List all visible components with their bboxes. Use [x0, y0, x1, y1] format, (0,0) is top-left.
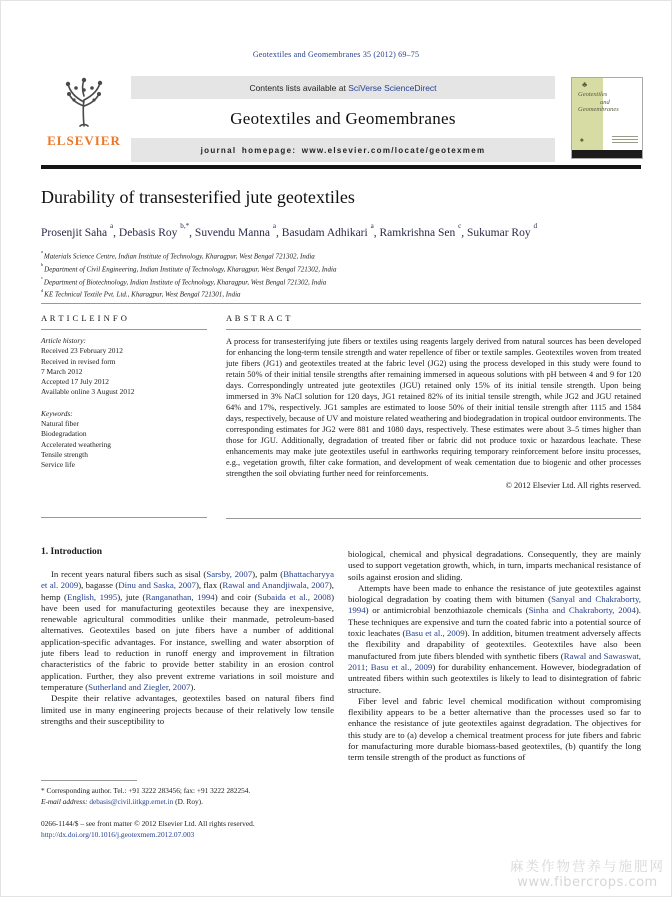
contents-prefix: Contents lists available at — [249, 82, 346, 93]
history-item: Received 23 February 2012 — [41, 346, 123, 356]
keyword: Natural fiber — [41, 419, 79, 429]
cover-tree-icon: ♣ — [582, 80, 588, 89]
affiliation: $^d$KE Technical Textile Pvt. Ltd., Kharagpur, West Bengal 721301, India — [41, 287, 241, 299]
citation-link[interactable]: Ranganathan, 1994 — [145, 591, 215, 602]
citation-link[interactable]: English, 1995 — [67, 591, 118, 602]
site-watermark — [510, 855, 665, 890]
paragraph: Fiber level and fabric level chemical modification without compromising flexibility appears to be a better alternative than the processes used so far to enhance the resistance of jute geotextiles against degradation. The objectives for this study are to (a) develop a chemical treatment process for jute fibers and fabric for manufacturing more durable biomass-based geotextiles, (b) quantify the long term tensile strength of the product as functions of — [348, 695, 641, 763]
email-line — [41, 797, 334, 808]
article-history-label: Article history: — [41, 336, 86, 345]
issn-line: 0266-1144/$ – see front matter © 2012 Elsevier Ltd. All rights reserved. — [41, 819, 255, 828]
doi-link[interactable]: http://dx.doi.org/10.1016/j.geotexmem.2012.07.003 — [41, 830, 195, 839]
journal-cover-thumbnail[interactable] — [571, 77, 643, 159]
citation-link[interactable]: Sutherland and Ziegler, 2007 — [88, 681, 191, 692]
affiliation: $^c$Department of Biotechnology, Indian Institute of Technology, Kharagpur, West Bengal 721302, India — [41, 274, 327, 286]
history-item: 7 March 2012 — [41, 366, 83, 376]
body-right-column — [348, 549, 641, 764]
journal-reference: Geotextiles and Geomembranes 35 (2012) 69–75 — [252, 50, 420, 59]
watermark-url: www.fibercrops.com — [517, 875, 658, 890]
affiliations — [41, 249, 641, 300]
citation-link[interactable]: Sanyal and Chakraborty, 1994 — [348, 594, 641, 616]
corresponding-author-line: * Corresponding author. Tel.: +91 3222 283456; fax: +91 3222 282254. — [41, 786, 251, 795]
journal-homepage-link[interactable]: journal homepage: www.elsevier.com/locate/geotexmem — [200, 145, 486, 155]
paragraph: biological, chemical and physical degradations. Consequently, they are mainly used to support vegetation growth, which, in turn, imparts mechanical resistance of soils against erosion and sliding. — [348, 549, 641, 582]
cover-editor-lines — [612, 136, 638, 145]
keywords-label: Keywords: — [41, 408, 73, 418]
cover-stripe — [572, 78, 603, 151]
abstract-text: A process for transesterifying jute fibers or textiles using reagents largely derived from natural sources has been developed for enhancing the long-term tensile strength and water repellence of fiber or textile samples. Geotextiles woven from treated jute fibers (JG1) and geotextiles treated at the fabric level (JG2) using the process developed in this study were found to retain 50% of their initial tensile strengths after remaining immersed in aqueous solutions with pH between 4 and 9 for 120 days. Correspondingly untreated jute geotextiles (JGU) retained only 15% of its initial tensile strength. Upon being immersed in 3% NaCl solution for 120 days, JG1 retained 82% of its initial tensile strength, while JG2 and JGU retained 64% and 17%, respectively. JG1 samples are estimated to loose 50% of their initial tensile strength after 1115 and 1584 days, respectively, because of UV and moisture related weathering and biodegradation in tropical outdoor environments. The corresponding estimates for JG2 were 881 and 1080 days, respectively. These estimates were about 3–5 times higher than those for JGU. Additionally, degradation of treated fiber or fabric did not produce toxic or hazardous leachate. These enhancements may make jute geotextiles useful in earthworks requiring temporary reinforcement before insitu processes, e.g., vegetation growth, filter cake formation, and development of weak cementation due to biogenic and other processes strengthen the soil obviating further need for reinforcements. — [226, 337, 641, 478]
abstract-column — [226, 313, 641, 491]
section-heading: 1. Introduction — [41, 547, 103, 557]
email-label: E-mail address: — [41, 796, 90, 806]
keyword: Accelerated weathering — [41, 439, 111, 449]
corresponding-author-footnote — [41, 780, 334, 807]
citation-link[interactable]: Bhattacharyya et al. 2009 — [41, 569, 334, 591]
article-info-bottom-rule — [41, 517, 207, 518]
author-line: Prosenjit Saha $^a$, Debasis Roy $^{b,*}$, Suvendu Manna $^a$, Basudam Adhikari $^a$, Ramkrishna Sen $^c$, Sukumar Roy $^d$ — [41, 221, 538, 239]
elsevier-wordmark: ELSEVIER — [47, 133, 121, 148]
elsevier-logo — [41, 76, 127, 162]
paragraph: In recent years natural fibers such as sisal (Sarsby, 2007), palm (Bhattacharyya et al. 2009), bagasse (Dinu and Saska, 2007), flax (Rawal and Anandjiwala, 2007), hemp (English, 1995), jute (Ranganathan, 1994) and coir (Subaida et al., 2008) have been used for manufacturing geotextiles because they are inexpensive, renewable agricultural commodities unlike their manmade, petroleum-based alternatives. Geotextiles based on jute fibers have a number of additional application-specific advantages. For instance, swelling and water absorption of jute fibers lead to reduction in runoff energy and improvement in filtration characteristics of the fabric to provide better stability in an erosion control application. Further, they also prevent extreme variations in soil moisture and temperature (Sutherland and Ziegler, 2007). — [41, 569, 334, 692]
footnote-rule — [41, 780, 137, 781]
sciverse-sciencedirect-link[interactable]: SciVerse ScienceDirect — [348, 82, 437, 93]
citation-link[interactable]: Subaida et al., 2008 — [257, 591, 332, 602]
email-suffix: (D. Roy). — [173, 796, 203, 806]
keyword: Service life — [41, 460, 75, 470]
affiliation: $^a$Materials Science Centre, Indian Institute of Technology, Kharagpur, West Bengal 721302, India — [41, 249, 315, 261]
citation-link[interactable]: Rawal and Sawaswat, 2011; Basu et al., 2009 — [348, 650, 641, 672]
email-link[interactable]: debasis@civil.iitkgp.ernet.in — [89, 796, 174, 806]
elsevier-tree-icon — [41, 76, 127, 132]
keyword: Biodegradation — [41, 429, 87, 439]
cover-title: Geotextiles and Geomembranes — [578, 91, 619, 113]
paragraph: Despite their relative advantages, geotextiles based on natural fibers find limited use in many engineering projects because of their relatively low tensile strengths and their susceptibility to — [41, 693, 334, 726]
abstract-bottom-rule — [226, 518, 641, 519]
citation-link[interactable]: Dinu and Saska, 2007 — [118, 580, 196, 591]
keyword: Tensile strength — [41, 449, 88, 459]
publisher-info — [41, 818, 441, 840]
cover-bottom-bar — [572, 150, 642, 158]
journal-banner — [131, 76, 555, 162]
article-info-heading: A R T I C L E I N F O — [41, 313, 128, 323]
abstract-copyright: © 2012 Elsevier Ltd. All rights reserved. — [505, 481, 641, 490]
article-info-rule — [41, 329, 207, 330]
journal-header — [41, 76, 641, 162]
watermark-chinese-text: 麻类作物营养与施肥网 — [510, 859, 665, 875]
history-item: Available online 3 August 2012 — [41, 387, 135, 397]
cover-elsevier-mark-icon: ♠ — [580, 136, 584, 144]
citation-link[interactable]: Basu et al., 2009 — [405, 628, 465, 639]
history-item: Received in revised form — [41, 356, 116, 366]
history-item: Accepted 17 July 2012 — [41, 377, 109, 387]
citation-link[interactable]: Sinha and Chakraborty, 2004 — [528, 605, 636, 616]
affiliation: $^b$Department of Civil Engineering, Indian Institute of Technology, Kharagpur, West Bengal 721302, India — [41, 261, 337, 274]
header-divider-rule — [41, 165, 641, 169]
citation-link[interactable]: Sarsby, 2007 — [206, 569, 253, 579]
contents-line — [131, 76, 555, 99]
abstract-heading: A B S T R A C T — [226, 313, 291, 323]
article-info-column — [41, 313, 207, 471]
article-title: Durability of transesterified jute geotextiles — [41, 187, 355, 207]
journal-title: Geotextiles and Geomembranes — [131, 99, 555, 138]
citation-link[interactable]: Rawal and Anandjiwala, 2007 — [222, 580, 329, 591]
title-block-divider — [41, 303, 641, 304]
abstract-rule — [226, 329, 641, 330]
body-left-column — [41, 547, 334, 727]
paragraph: Attempts have been made to enhance the resistance of jute geotextiles against biological degradation by coating them with bitumen (Sanyal and Chakraborty, 1994) or antimicrobial benzothiazole chemicals (Sinha and Chakraborty, 2004). These techniques are expensive and turn the coated fabric into a potential source of toxic leachates (Basu et al., 2009). In addition, bitumen treatment adversely affects the flexibility and drapability of geotextiles. Geotextiles have also been manufactured from jute fibers blended with synthetic fibers (Rawal and Sawaswat, 2011; Basu et al., 2009) for durability enhancement. However, biodegradation of untreated fibers within such geotextiles is likely to lead to disintegration of fabric structure. — [348, 582, 641, 695]
